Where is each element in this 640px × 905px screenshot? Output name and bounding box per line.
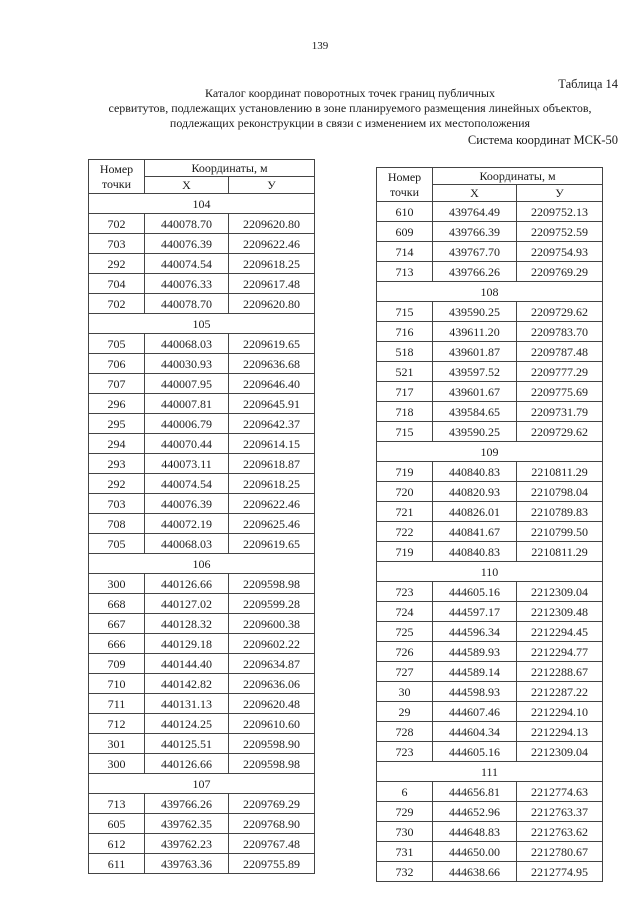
table-row bbox=[377, 462, 603, 482]
x-coordinate-cell: 440030.93 bbox=[145, 354, 229, 374]
table-row bbox=[89, 814, 315, 834]
y-coordinate-cell: 2209600.38 bbox=[229, 614, 315, 634]
group-header-row bbox=[377, 762, 603, 782]
table-row bbox=[377, 822, 603, 842]
table-row bbox=[377, 402, 603, 422]
y-coordinate-cell: 2212294.13 bbox=[517, 722, 603, 742]
y-coordinate-cell: 2209610.60 bbox=[229, 714, 315, 734]
y-coordinate-cell: 2209625.46 bbox=[229, 514, 315, 534]
table-row bbox=[377, 742, 603, 762]
table-row bbox=[89, 474, 315, 494]
y-coordinate-cell: 2210811.29 bbox=[517, 542, 603, 562]
table-row bbox=[377, 602, 603, 622]
caption-line-2: сервитутов, подлежащих установлению в зоне планируемого размещения линейных объектов, bbox=[108, 101, 592, 115]
x-coordinate-cell: 444597.17 bbox=[433, 602, 517, 622]
y-coordinate-cell: 2209634.87 bbox=[229, 654, 315, 674]
y-coordinate-cell: 2209618.87 bbox=[229, 454, 315, 474]
point-number-cell: 723 bbox=[377, 742, 433, 762]
point-number-cell: 731 bbox=[377, 842, 433, 862]
group-number: 105 bbox=[89, 314, 315, 334]
group-header-row bbox=[377, 562, 603, 582]
y-coordinate-cell: 2209645.91 bbox=[229, 394, 315, 414]
point-number-cell: 715 bbox=[377, 302, 433, 322]
table-row bbox=[377, 782, 603, 802]
x-coordinate-cell: 440125.51 bbox=[145, 734, 229, 754]
y-coordinate-cell: 2212309.48 bbox=[517, 602, 603, 622]
table-row bbox=[89, 514, 315, 534]
point-number-cell: 6 bbox=[377, 782, 433, 802]
point-number-cell: 294 bbox=[89, 434, 145, 454]
coordinates-table-left bbox=[88, 159, 315, 874]
table-row bbox=[377, 202, 603, 222]
y-coordinate-cell: 2210798.04 bbox=[517, 482, 603, 502]
y-coordinate-cell: 2212774.95 bbox=[517, 862, 603, 882]
y-coordinate-cell: 2209598.90 bbox=[229, 734, 315, 754]
x-coordinate-cell: 439601.87 bbox=[433, 342, 517, 362]
y-coordinate-cell: 2209731.79 bbox=[517, 402, 603, 422]
table-label: Таблица 14 bbox=[558, 77, 618, 91]
y-coordinate-cell: 2209646.40 bbox=[229, 374, 315, 394]
x-coordinate-cell: 440074.54 bbox=[145, 474, 229, 494]
point-number-cell: 609 bbox=[377, 222, 433, 242]
point-number-cell: 702 bbox=[89, 214, 145, 234]
table-row bbox=[89, 374, 315, 394]
table-row bbox=[377, 682, 603, 702]
table-row bbox=[377, 662, 603, 682]
y-coordinate-cell: 2209602.22 bbox=[229, 634, 315, 654]
point-number-cell: 292 bbox=[89, 474, 145, 494]
point-number-cell: 706 bbox=[89, 354, 145, 374]
header-x: Х bbox=[145, 177, 229, 194]
point-number-cell: 300 bbox=[89, 574, 145, 594]
table-row bbox=[377, 622, 603, 642]
y-coordinate-cell: 2209620.80 bbox=[229, 294, 315, 314]
table-row bbox=[89, 534, 315, 554]
y-coordinate-cell: 2209768.90 bbox=[229, 814, 315, 834]
group-header-row bbox=[89, 314, 315, 334]
table-row bbox=[377, 222, 603, 242]
group-number: 111 bbox=[377, 762, 603, 782]
x-coordinate-cell: 444596.34 bbox=[433, 622, 517, 642]
header-point-label-1: Номер bbox=[387, 169, 422, 184]
group-number: 109 bbox=[377, 442, 603, 462]
point-number-cell: 711 bbox=[89, 694, 145, 714]
point-number-cell: 709 bbox=[89, 654, 145, 674]
x-coordinate-cell: 440128.32 bbox=[145, 614, 229, 634]
x-coordinate-cell: 444589.14 bbox=[433, 662, 517, 682]
x-coordinate-cell: 440124.25 bbox=[145, 714, 229, 734]
x-coordinate-cell: 439611.20 bbox=[433, 322, 517, 342]
point-number-cell: 713 bbox=[377, 262, 433, 282]
x-coordinate-cell: 439763.36 bbox=[145, 854, 229, 874]
y-coordinate-cell: 2212294.45 bbox=[517, 622, 603, 642]
x-coordinate-cell: 444648.83 bbox=[433, 822, 517, 842]
point-number-cell: 732 bbox=[377, 862, 433, 882]
table-row bbox=[89, 754, 315, 774]
point-number-cell: 702 bbox=[89, 294, 145, 314]
y-coordinate-cell: 2209622.46 bbox=[229, 234, 315, 254]
x-coordinate-cell: 444604.34 bbox=[433, 722, 517, 742]
x-coordinate-cell: 440144.40 bbox=[145, 654, 229, 674]
table-row bbox=[89, 274, 315, 294]
table-row bbox=[377, 322, 603, 342]
x-coordinate-cell: 439766.26 bbox=[433, 262, 517, 282]
coordinates-table-right bbox=[376, 167, 603, 882]
y-coordinate-cell: 2212763.62 bbox=[517, 822, 603, 842]
header-point-label-2: точки bbox=[389, 184, 420, 199]
x-coordinate-cell: 440076.39 bbox=[145, 234, 229, 254]
header-x: Х bbox=[433, 185, 517, 202]
point-number-cell: 726 bbox=[377, 642, 433, 662]
table-row bbox=[377, 422, 603, 442]
x-coordinate-cell: 439764.49 bbox=[433, 202, 517, 222]
y-coordinate-cell: 2212287.22 bbox=[517, 682, 603, 702]
x-coordinate-cell: 440820.93 bbox=[433, 482, 517, 502]
y-coordinate-cell: 2209754.93 bbox=[517, 242, 603, 262]
x-coordinate-cell: 440126.66 bbox=[145, 574, 229, 594]
table-row bbox=[377, 242, 603, 262]
point-number-cell: 610 bbox=[377, 202, 433, 222]
y-coordinate-cell: 2209598.98 bbox=[229, 574, 315, 594]
point-number-cell: 708 bbox=[89, 514, 145, 534]
table-row bbox=[377, 862, 603, 882]
table-row bbox=[377, 342, 603, 362]
table-row bbox=[89, 214, 315, 234]
table-row bbox=[89, 294, 315, 314]
point-number-cell: 710 bbox=[89, 674, 145, 694]
y-coordinate-cell: 2209618.25 bbox=[229, 254, 315, 274]
x-coordinate-cell: 440070.44 bbox=[145, 434, 229, 454]
point-number-cell: 296 bbox=[89, 394, 145, 414]
point-number-cell: 292 bbox=[89, 254, 145, 274]
x-coordinate-cell: 439767.70 bbox=[433, 242, 517, 262]
y-coordinate-cell: 2209777.29 bbox=[517, 362, 603, 382]
table-row bbox=[89, 694, 315, 714]
table-row bbox=[377, 542, 603, 562]
y-coordinate-cell: 2210799.50 bbox=[517, 522, 603, 542]
caption-line-3: подлежащих реконструкции в связи с изменением их местоположения bbox=[169, 116, 531, 130]
x-coordinate-cell: 440074.54 bbox=[145, 254, 229, 274]
table-row bbox=[89, 334, 315, 354]
point-number-cell: 729 bbox=[377, 802, 433, 822]
y-coordinate-cell: 2209622.46 bbox=[229, 494, 315, 514]
table-row bbox=[377, 482, 603, 502]
point-number-cell: 728 bbox=[377, 722, 433, 742]
group-header-row bbox=[89, 774, 315, 794]
x-coordinate-cell: 444605.16 bbox=[433, 742, 517, 762]
x-coordinate-cell: 444605.16 bbox=[433, 582, 517, 602]
y-coordinate-cell: 2209620.80 bbox=[229, 214, 315, 234]
table-caption bbox=[70, 86, 630, 131]
point-number-cell: 705 bbox=[89, 534, 145, 554]
x-coordinate-cell: 440127.02 bbox=[145, 594, 229, 614]
x-coordinate-cell: 439584.65 bbox=[433, 402, 517, 422]
x-coordinate-cell: 440126.66 bbox=[145, 754, 229, 774]
x-coordinate-cell: 440007.81 bbox=[145, 394, 229, 414]
point-number-cell: 722 bbox=[377, 522, 433, 542]
y-coordinate-cell: 2209617.48 bbox=[229, 274, 315, 294]
coordinate-system-label: Система координат МСК-50 bbox=[467, 133, 618, 147]
point-number-cell: 703 bbox=[89, 234, 145, 254]
point-number-cell: 666 bbox=[89, 634, 145, 654]
table-row bbox=[89, 854, 315, 874]
point-number-cell: 703 bbox=[89, 494, 145, 514]
y-coordinate-cell: 2209775.69 bbox=[517, 382, 603, 402]
table-row bbox=[89, 594, 315, 614]
table-row bbox=[89, 254, 315, 274]
point-number-cell: 295 bbox=[89, 414, 145, 434]
x-coordinate-cell: 439762.23 bbox=[145, 834, 229, 854]
y-coordinate-cell: 2209620.48 bbox=[229, 694, 315, 714]
table-row bbox=[89, 714, 315, 734]
table-row bbox=[89, 494, 315, 514]
x-coordinate-cell: 440841.67 bbox=[433, 522, 517, 542]
y-coordinate-cell: 2209755.89 bbox=[229, 854, 315, 874]
group-header-row bbox=[89, 554, 315, 574]
x-coordinate-cell: 440142.82 bbox=[145, 674, 229, 694]
point-number-cell: 714 bbox=[377, 242, 433, 262]
x-coordinate-cell: 439597.52 bbox=[433, 362, 517, 382]
x-coordinate-cell: 440078.70 bbox=[145, 214, 229, 234]
x-coordinate-cell: 440076.39 bbox=[145, 494, 229, 514]
x-coordinate-cell: 440840.83 bbox=[433, 542, 517, 562]
x-coordinate-cell: 440826.01 bbox=[433, 502, 517, 522]
y-coordinate-cell: 2210811.29 bbox=[517, 462, 603, 482]
y-coordinate-cell: 2209642.37 bbox=[229, 414, 315, 434]
table-row bbox=[89, 674, 315, 694]
x-coordinate-cell: 444652.96 bbox=[433, 802, 517, 822]
table-row bbox=[377, 802, 603, 822]
group-number: 104 bbox=[89, 194, 315, 214]
table-row bbox=[89, 414, 315, 434]
x-coordinate-cell: 440072.19 bbox=[145, 514, 229, 534]
point-number-cell: 704 bbox=[89, 274, 145, 294]
y-coordinate-cell: 2212294.10 bbox=[517, 702, 603, 722]
point-number-cell: 727 bbox=[377, 662, 433, 682]
table-row bbox=[377, 582, 603, 602]
y-coordinate-cell: 2212774.63 bbox=[517, 782, 603, 802]
x-coordinate-cell: 440129.18 bbox=[145, 634, 229, 654]
header-coordinates: Координаты, м bbox=[433, 168, 603, 185]
table-row bbox=[89, 454, 315, 474]
x-coordinate-cell: 444607.46 bbox=[433, 702, 517, 722]
table-row bbox=[377, 502, 603, 522]
table-row bbox=[377, 302, 603, 322]
table-row bbox=[377, 522, 603, 542]
group-header-row bbox=[89, 194, 315, 214]
point-number-cell: 301 bbox=[89, 734, 145, 754]
table-row bbox=[89, 234, 315, 254]
y-coordinate-cell: 2209767.48 bbox=[229, 834, 315, 854]
y-coordinate-cell: 2209619.65 bbox=[229, 534, 315, 554]
table-row bbox=[89, 574, 315, 594]
header-y: У bbox=[517, 185, 603, 202]
y-coordinate-cell: 2209769.29 bbox=[229, 794, 315, 814]
x-coordinate-cell: 440076.33 bbox=[145, 274, 229, 294]
point-number-cell: 720 bbox=[377, 482, 433, 502]
table-row bbox=[377, 842, 603, 862]
point-number-cell: 705 bbox=[89, 334, 145, 354]
point-number-cell: 612 bbox=[89, 834, 145, 854]
page-number: 139 bbox=[311, 40, 329, 52]
y-coordinate-cell: 2209636.06 bbox=[229, 674, 315, 694]
y-coordinate-cell: 2209598.98 bbox=[229, 754, 315, 774]
point-number-cell: 721 bbox=[377, 502, 433, 522]
x-coordinate-cell: 440131.13 bbox=[145, 694, 229, 714]
header-coordinates: Координаты, м bbox=[145, 160, 315, 177]
x-coordinate-cell: 439601.67 bbox=[433, 382, 517, 402]
y-coordinate-cell: 2209619.65 bbox=[229, 334, 315, 354]
point-number-cell: 521 bbox=[377, 362, 433, 382]
point-number-cell: 719 bbox=[377, 542, 433, 562]
header-point-number bbox=[377, 168, 433, 202]
x-coordinate-cell: 444589.93 bbox=[433, 642, 517, 662]
point-number-cell: 29 bbox=[377, 702, 433, 722]
header-y: У bbox=[229, 177, 315, 194]
table-row bbox=[377, 262, 603, 282]
x-coordinate-cell: 440068.03 bbox=[145, 534, 229, 554]
y-coordinate-cell: 2209636.68 bbox=[229, 354, 315, 374]
point-number-cell: 707 bbox=[89, 374, 145, 394]
y-coordinate-cell: 2209618.25 bbox=[229, 474, 315, 494]
x-coordinate-cell: 440068.03 bbox=[145, 334, 229, 354]
table-row bbox=[89, 634, 315, 654]
group-number: 107 bbox=[89, 774, 315, 794]
group-header-row bbox=[377, 442, 603, 462]
y-coordinate-cell: 2209729.62 bbox=[517, 302, 603, 322]
point-number-cell: 518 bbox=[377, 342, 433, 362]
y-coordinate-cell: 2209614.15 bbox=[229, 434, 315, 454]
header-point-number bbox=[89, 160, 145, 194]
table-row bbox=[377, 722, 603, 742]
point-number-cell: 723 bbox=[377, 582, 433, 602]
group-header-row bbox=[377, 282, 603, 302]
caption-line-1: Каталог координат поворотных точек границ публичных bbox=[205, 86, 495, 100]
x-coordinate-cell: 439590.25 bbox=[433, 422, 517, 442]
x-coordinate-cell: 444638.66 bbox=[433, 862, 517, 882]
table-row bbox=[377, 642, 603, 662]
table-row bbox=[89, 834, 315, 854]
table-row bbox=[89, 394, 315, 414]
point-number-cell: 715 bbox=[377, 422, 433, 442]
x-coordinate-cell: 439766.39 bbox=[433, 222, 517, 242]
table-row bbox=[377, 362, 603, 382]
table-row bbox=[89, 354, 315, 374]
point-number-cell: 713 bbox=[89, 794, 145, 814]
point-number-cell: 716 bbox=[377, 322, 433, 342]
y-coordinate-cell: 2209783.70 bbox=[517, 322, 603, 342]
y-coordinate-cell: 2209729.62 bbox=[517, 422, 603, 442]
table-row bbox=[89, 734, 315, 754]
y-coordinate-cell: 2209769.29 bbox=[517, 262, 603, 282]
group-number: 106 bbox=[89, 554, 315, 574]
x-coordinate-cell: 440007.95 bbox=[145, 374, 229, 394]
x-coordinate-cell: 439766.26 bbox=[145, 794, 229, 814]
x-coordinate-cell: 439762.35 bbox=[145, 814, 229, 834]
point-number-cell: 725 bbox=[377, 622, 433, 642]
x-coordinate-cell: 440073.11 bbox=[145, 454, 229, 474]
point-number-cell: 668 bbox=[89, 594, 145, 614]
table-row bbox=[89, 794, 315, 814]
y-coordinate-cell: 2210789.83 bbox=[517, 502, 603, 522]
y-coordinate-cell: 2209599.28 bbox=[229, 594, 315, 614]
table-row bbox=[89, 434, 315, 454]
table-row bbox=[89, 654, 315, 674]
point-number-cell: 667 bbox=[89, 614, 145, 634]
x-coordinate-cell: 439590.25 bbox=[433, 302, 517, 322]
point-number-cell: 293 bbox=[89, 454, 145, 474]
point-number-cell: 611 bbox=[89, 854, 145, 874]
group-number: 108 bbox=[377, 282, 603, 302]
point-number-cell: 718 bbox=[377, 402, 433, 422]
point-number-cell: 717 bbox=[377, 382, 433, 402]
y-coordinate-cell: 2209787.48 bbox=[517, 342, 603, 362]
group-number: 110 bbox=[377, 562, 603, 582]
point-number-cell: 730 bbox=[377, 822, 433, 842]
header-point-label-1: Номер bbox=[99, 161, 134, 176]
table-row bbox=[377, 382, 603, 402]
point-number-cell: 724 bbox=[377, 602, 433, 622]
y-coordinate-cell: 2212763.37 bbox=[517, 802, 603, 822]
point-number-cell: 30 bbox=[377, 682, 433, 702]
point-number-cell: 712 bbox=[89, 714, 145, 734]
point-number-cell: 300 bbox=[89, 754, 145, 774]
x-coordinate-cell: 440006.79 bbox=[145, 414, 229, 434]
point-number-cell: 605 bbox=[89, 814, 145, 834]
y-coordinate-cell: 2212309.04 bbox=[517, 742, 603, 762]
x-coordinate-cell: 444650.00 bbox=[433, 842, 517, 862]
point-number-cell: 719 bbox=[377, 462, 433, 482]
x-coordinate-cell: 444598.93 bbox=[433, 682, 517, 702]
y-coordinate-cell: 2212288.67 bbox=[517, 662, 603, 682]
table-row bbox=[89, 614, 315, 634]
y-coordinate-cell: 2212780.67 bbox=[517, 842, 603, 862]
table-row bbox=[377, 702, 603, 722]
x-coordinate-cell: 440840.83 bbox=[433, 462, 517, 482]
x-coordinate-cell: 444656.81 bbox=[433, 782, 517, 802]
y-coordinate-cell: 2212309.04 bbox=[517, 582, 603, 602]
header-point-label-2: точки bbox=[101, 176, 132, 191]
y-coordinate-cell: 2209752.59 bbox=[517, 222, 603, 242]
x-coordinate-cell: 440078.70 bbox=[145, 294, 229, 314]
y-coordinate-cell: 2209752.13 bbox=[517, 202, 603, 222]
y-coordinate-cell: 2212294.77 bbox=[517, 642, 603, 662]
